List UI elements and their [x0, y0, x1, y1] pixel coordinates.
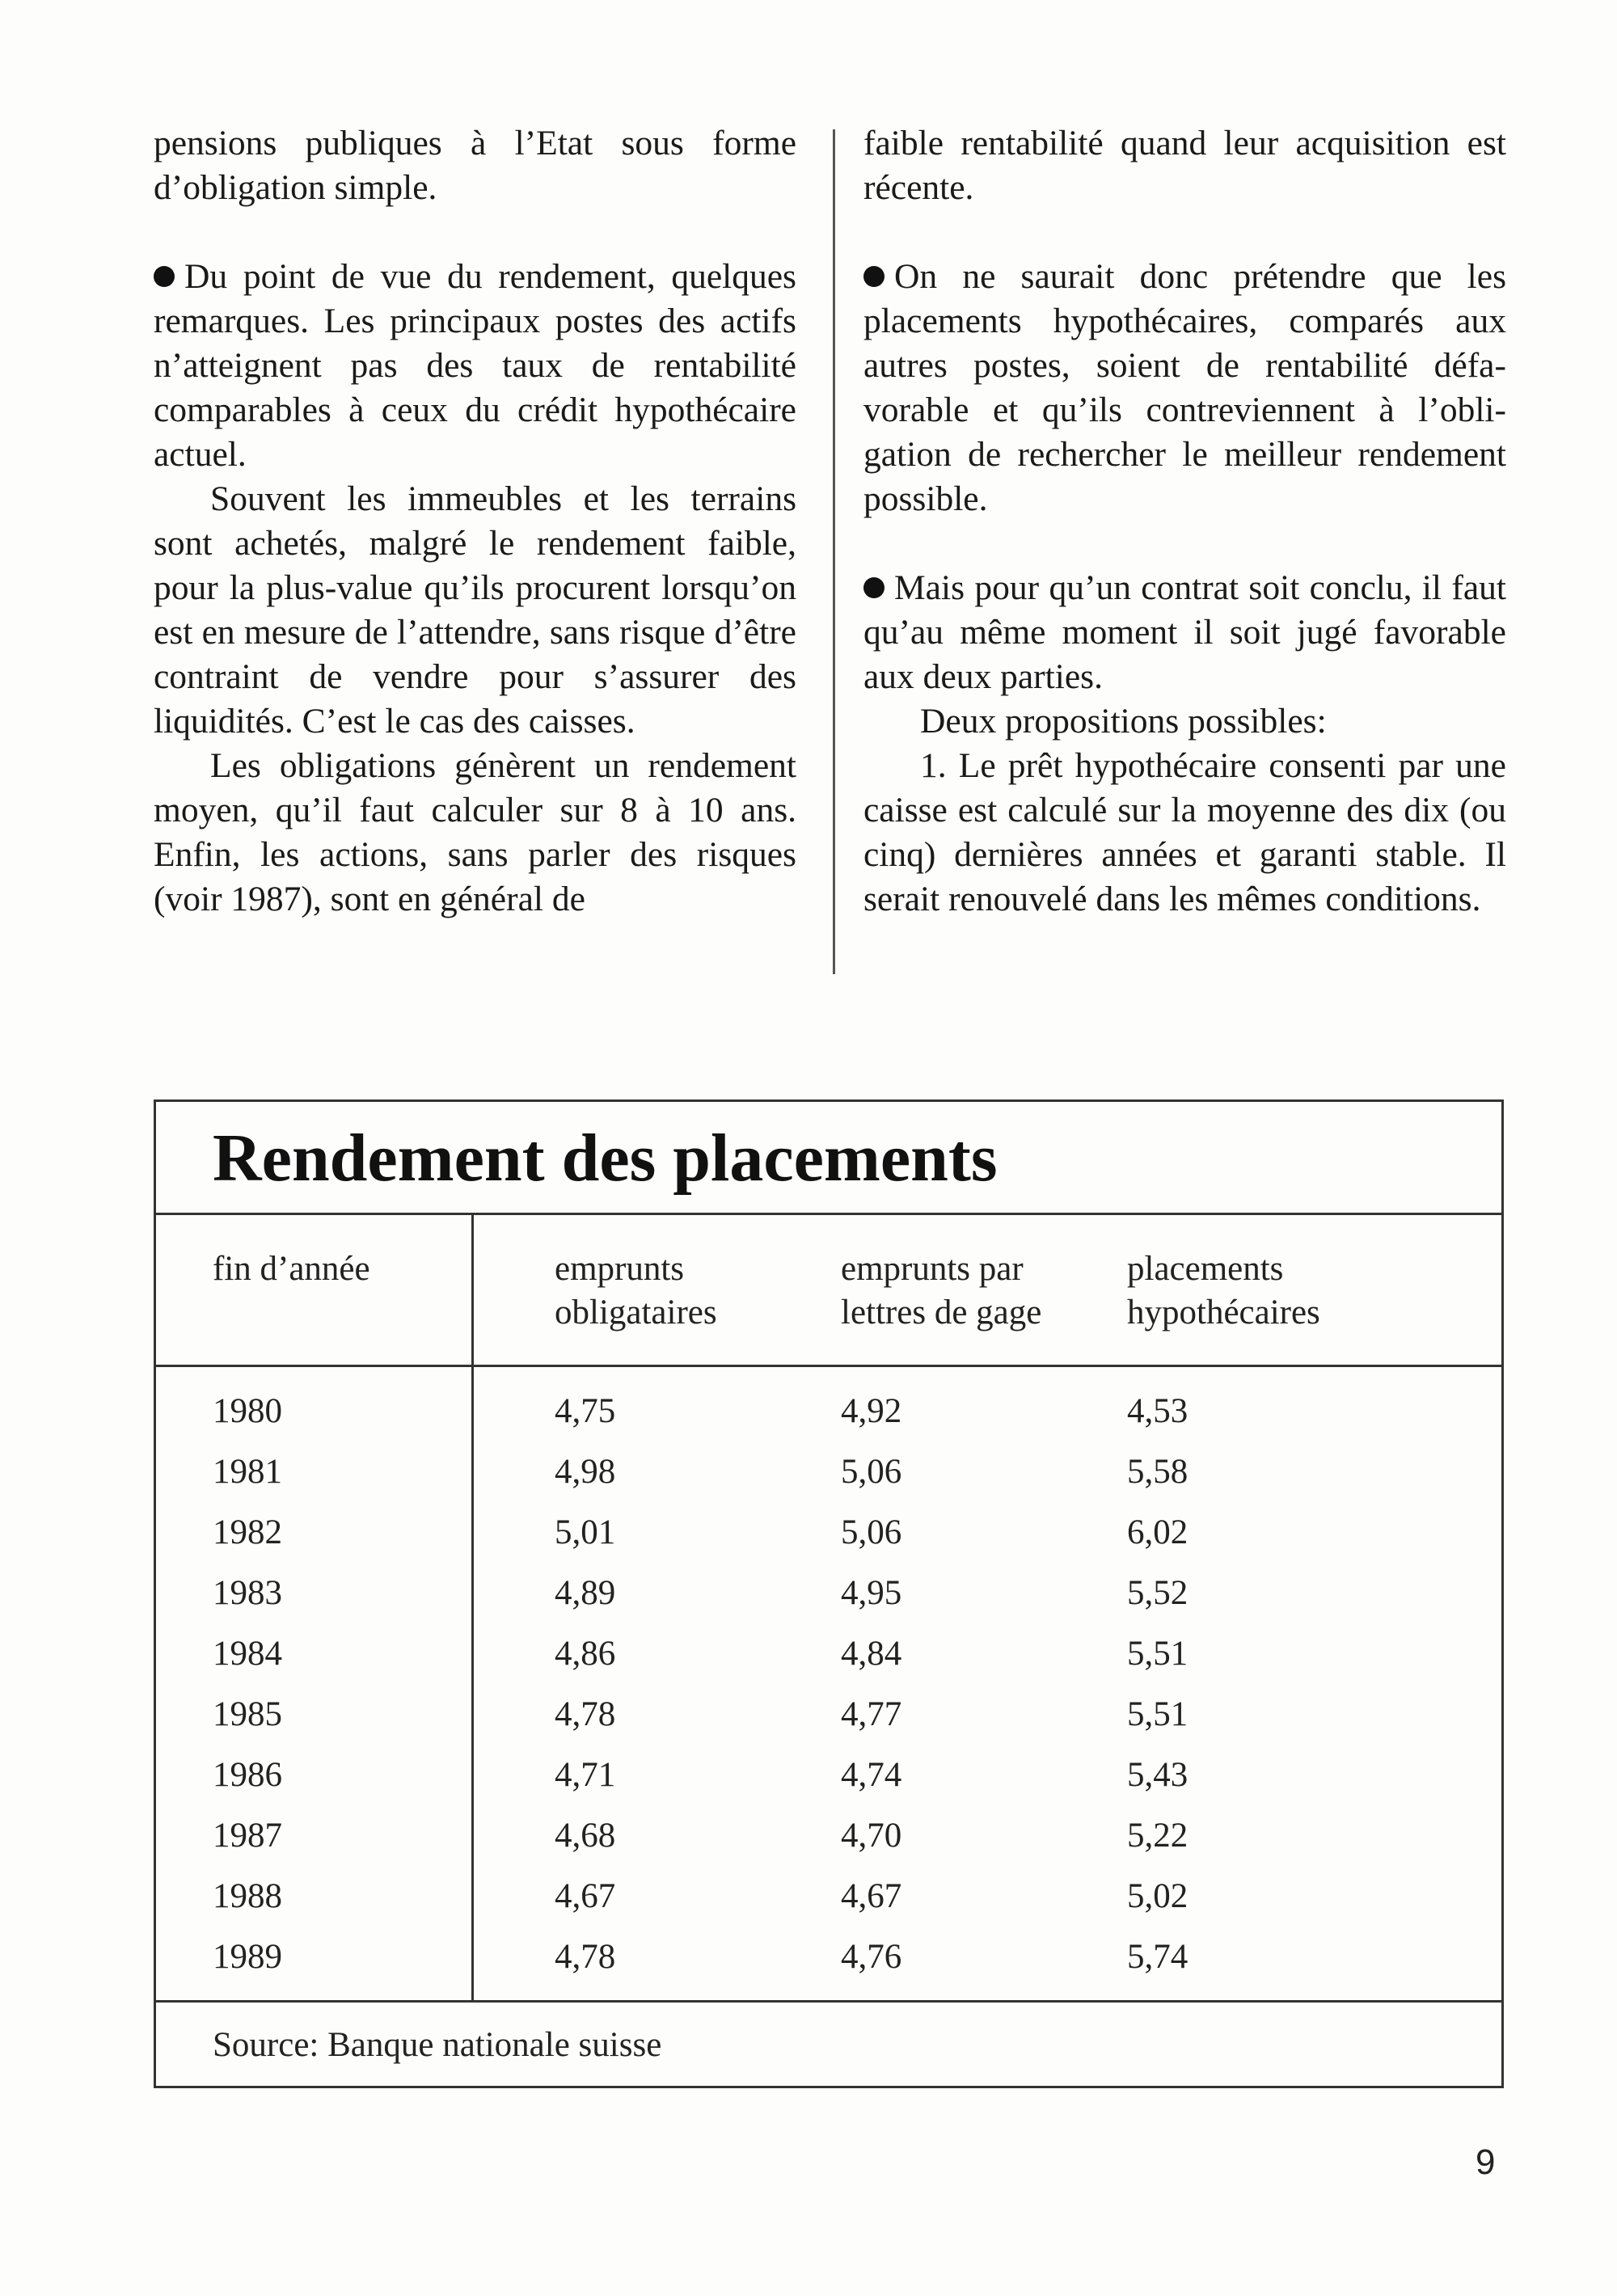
paragraph: faible rentabilité quand leur acquisition est récente. — [863, 124, 1506, 207]
table-row — [156, 1866, 1501, 1927]
table-row — [156, 1684, 1501, 1745]
cell-value: 4,98 — [555, 1453, 616, 1491]
cell-year: 1982 — [213, 1513, 282, 1551]
table-row — [156, 1441, 1501, 1502]
bullet-icon — [154, 266, 175, 287]
paragraph-text: Mais pour qu’un contrat soit conclu, il faut qu’au même moment il soit jugé favorable aux deux parties. — [863, 568, 1506, 696]
cell-year: 1980 — [213, 1392, 282, 1430]
paragraph: 1. Le prêt hypothécaire consenti par une caisse est calculé sur la moyenne des dix (ou cinq) dernières années et garanti stable. Il serait renouvelé dans les mêmes conditions. — [863, 746, 1506, 918]
cell-value: 5,22 — [1127, 1817, 1188, 1855]
cell-value: 5,02 — [1127, 1877, 1188, 1915]
paragraph: Souvent les immeubles et les terrains sont achetés, malgré le rendement faible, pour la plus-value qu’ils procurent lorsqu’on est en mesure de l’attendre, sans risque d’être contraint de vendre pour s’assurer des liquidités. C’est le cas des caisses. — [154, 479, 796, 741]
table-row — [156, 1927, 1501, 1987]
cell-value: 4,76 — [841, 1938, 902, 1976]
table-body — [156, 1381, 1501, 1987]
bullet-icon — [863, 266, 884, 287]
cell-value: 4,78 — [555, 1938, 616, 1976]
table-rule — [156, 2000, 1501, 2003]
cell-value: 4,74 — [841, 1756, 902, 1794]
cell-year: 1989 — [213, 1938, 282, 1976]
cell-value: 5,51 — [1127, 1635, 1188, 1673]
cell-value: 5,58 — [1127, 1453, 1188, 1491]
cell-value: 4,67 — [841, 1877, 902, 1915]
cell-year: 1983 — [213, 1574, 282, 1612]
cell-value: 5,52 — [1127, 1574, 1188, 1612]
cell-value: 4,92 — [841, 1392, 902, 1430]
bullet-paragraph — [863, 566, 1506, 699]
header-year: fin d’année — [213, 1250, 370, 1288]
cell-value: 4,89 — [555, 1574, 616, 1612]
table-row — [156, 1623, 1501, 1684]
cell-value: 5,51 — [1127, 1695, 1188, 1733]
cell-value: 4,68 — [555, 1817, 616, 1855]
cell-year: 1987 — [213, 1817, 282, 1855]
table-rule — [156, 1213, 1501, 1215]
cell-value: 5,06 — [841, 1513, 902, 1551]
cell-value: 4,86 — [555, 1635, 616, 1673]
table-row — [156, 1502, 1501, 1563]
yield-table — [154, 1099, 1504, 2088]
cell-value: 4,77 — [841, 1695, 902, 1733]
header-bond-loans: emprunts obligataires — [555, 1250, 717, 1332]
paragraph: Les obligations génèrent un rendement moyen, qu’il faut calculer sur 8 à 10 ans. Enfin, les actions, sans parler des risques (voir 1987), sont en général de — [154, 746, 796, 918]
cell-value: 4,75 — [555, 1392, 616, 1430]
table-rule — [156, 1365, 1501, 1367]
header-mortgage-bonds: emprunts par lettres de gage — [841, 1250, 1042, 1332]
cell-year: 1988 — [213, 1877, 282, 1915]
cell-value: 4,70 — [841, 1817, 902, 1855]
cell-value: 5,43 — [1127, 1756, 1188, 1794]
cell-value: 4,84 — [841, 1635, 902, 1673]
column-divider — [833, 129, 835, 974]
text-column-left — [154, 121, 796, 922]
cell-value: 4,78 — [555, 1695, 616, 1733]
cell-value: 5,01 — [555, 1513, 616, 1551]
cell-year: 1986 — [213, 1756, 282, 1794]
cell-year: 1985 — [213, 1695, 282, 1733]
cell-value: 4,53 — [1127, 1392, 1188, 1430]
cell-year: 1984 — [213, 1635, 282, 1673]
cell-value: 4,67 — [555, 1877, 616, 1915]
table-row — [156, 1381, 1501, 1441]
table-row — [156, 1563, 1501, 1623]
table-row — [156, 1805, 1501, 1866]
cell-value: 6,02 — [1127, 1513, 1188, 1551]
bullet-icon — [863, 577, 884, 598]
cell-value: 5,06 — [841, 1453, 902, 1491]
paragraph-text: On ne saurait donc prétendre que les placements hypothécaires, comparés aux autres postes, soient de rentabilité défavorable et qu’ils contreviennent à l’obligation de rechercher le meilleur rendement possible. — [863, 257, 1506, 518]
header-mortgage-investments: placements hypothécaires — [1127, 1250, 1320, 1332]
page-number: 9 — [1476, 2142, 1496, 2182]
table-row — [156, 1745, 1501, 1805]
cell-value: 5,74 — [1127, 1938, 1188, 1976]
bullet-paragraph — [154, 255, 796, 477]
paragraph: Deux propositions possibles: — [920, 702, 1327, 741]
paragraph: pensions publiques à l’Etat sous forme d’obligation simple. — [154, 124, 796, 207]
cell-value: 4,71 — [555, 1756, 616, 1794]
bullet-paragraph — [863, 255, 1506, 521]
cell-year: 1981 — [213, 1453, 282, 1491]
table-title: Rendement des placements — [213, 1121, 998, 1196]
cell-value: 4,95 — [841, 1574, 902, 1612]
table-source: Source: Banque nationale suisse — [213, 2026, 662, 2064]
paragraph-text: Du point de vue du rendement, quelques remarques. Les principaux postes des actifs n’atteignent pas des taux de rentabilité comparables à ceux du crédit hypothécaire actuel. — [154, 257, 796, 474]
text-column-right — [863, 121, 1506, 922]
